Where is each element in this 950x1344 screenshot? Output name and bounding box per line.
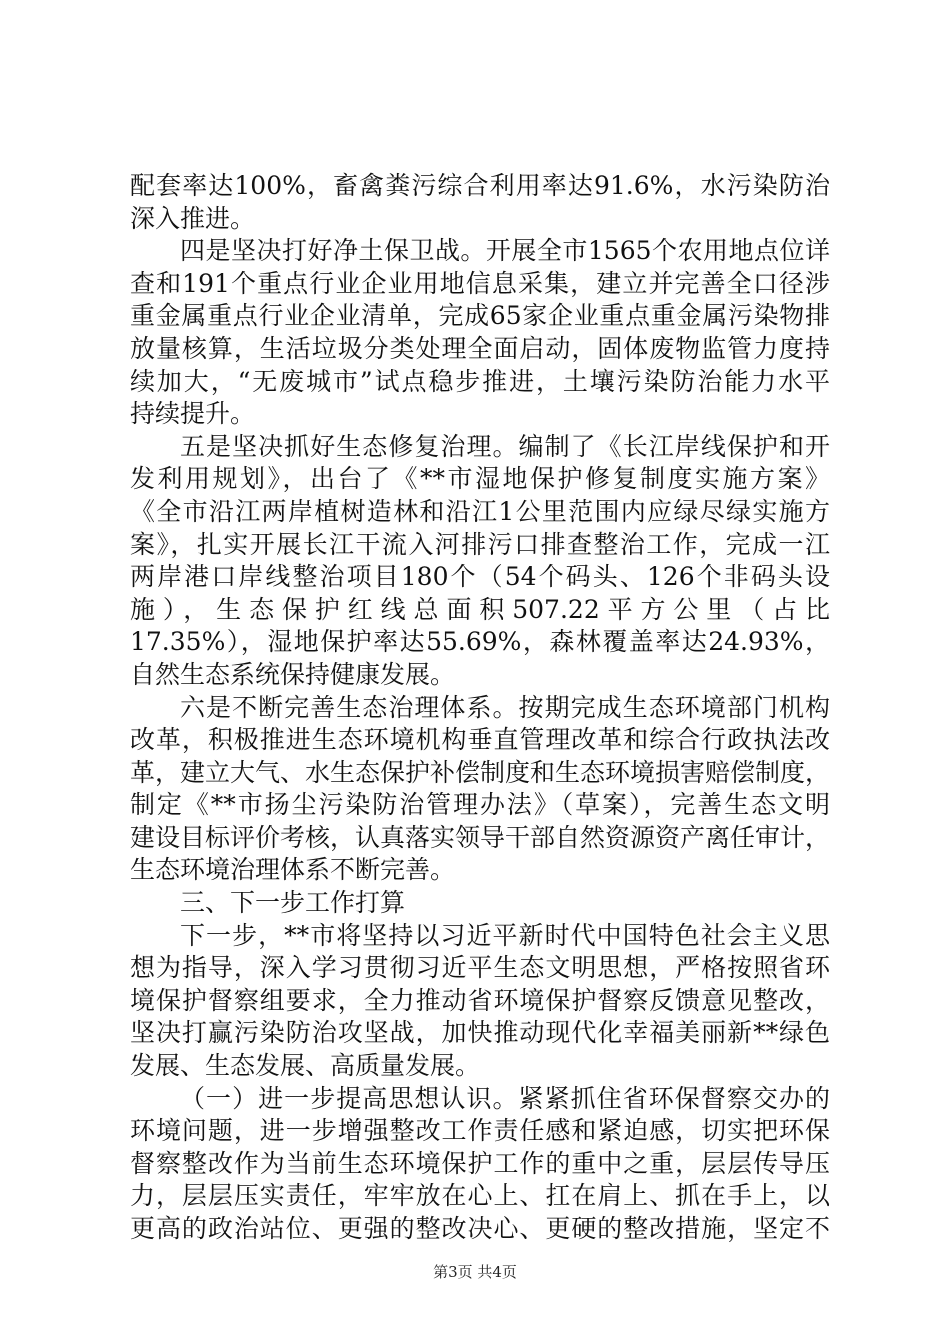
text-line: 五是坚决抓好生态修复治理。编制了《长江岸线保护和开 — [180, 431, 830, 461]
text-line: 17.35%），湿地保护率达55.69%，森林覆盖率达24.93%， — [130, 627, 830, 657]
text-line: 持续提升。 — [130, 399, 256, 429]
text-line: 生态环境治理体系不断完善。 — [130, 855, 456, 885]
text-line: 发展、生态发展、高质量发展。 — [130, 1051, 481, 1081]
text-line: 续加大，“无废城市”试点稳步推进，土壤污染防治能力水平 — [130, 366, 830, 396]
text-line: 想为指导，深入学习贯彻习近平生态文明思想，严格按照省环 — [130, 953, 830, 983]
text-line: 四是坚决打好净土保卫战。开展全市1565个农用地点位详 — [180, 236, 830, 266]
text-line: 改革，积极推进生态环境机构垂直管理改革和综合行政执法改 — [130, 725, 830, 755]
text-line: 配套率达100%，畜禽粪污综合利用率达91.6%，水污染防治 — [130, 171, 830, 200]
text-line: 三、下一步工作打算 — [180, 888, 406, 918]
text-line: 《全市沿江两岸植树造林和沿江1公里范围内应绿尽绿实施方 — [130, 496, 830, 526]
text-line: 建设目标评价考核，认真落实领导干部自然资源资产离任审计， — [130, 822, 830, 852]
text-line: 自然生态系统保持健康发展。 — [130, 659, 456, 689]
text-line: 重金属重点行业企业清单，完成65家企业重点重金属污染物排 — [130, 301, 830, 331]
text-line: 查和191个重点行业企业用地信息采集，建立并完善全口径涉 — [130, 268, 830, 298]
text-line: 深入推进。 — [130, 203, 256, 233]
text-line: 下一步，**市将坚持以习近平新时代中国特色社会主义思 — [180, 920, 830, 950]
text-line: 制定《**市扬尘污染防治管理办法》（草案），完善生态文明 — [130, 790, 830, 820]
text-line: 六是不断完善生态治理体系。按期完成生态环境部门机构 — [180, 692, 830, 722]
text-line: 更高的政治站位、更强的整改决心、更硬的整改措施，坚定不 — [130, 1214, 830, 1243]
text-line: 坚决打赢污染防治攻坚战，加快推动现代化幸福美丽新**绿色 — [130, 1018, 830, 1048]
text-line: 力，层层压实责任，牢牢放在心上、扛在肩上、抓在手上，以 — [130, 1181, 830, 1211]
text-line: 施），生态保护红线总面积507.22平方公里（占比 — [130, 594, 830, 624]
text-line: 案》，扎实开展长江干流入河排污口排查整治工作，完成一江 — [130, 529, 830, 559]
text-line: 革，建立大气、水生态保护补偿制度和生态环境损害赔偿制度， — [130, 757, 830, 787]
text-line: 环境问题，进一步增强整改工作责任感和紧迫感，切实把环保 — [130, 1116, 830, 1146]
document-body — [130, 170, 830, 1246]
text-line: 境保护督察组要求，全力推动省环境保护督察反馈意见整改， — [130, 985, 830, 1015]
text-line: 发利用规划》，出台了《**市湿地保护修复制度实施方案》 — [130, 464, 830, 494]
text-line: （一）进一步提高思想认识。紧紧抓住省环保督察交办的 — [180, 1083, 830, 1113]
text-line: 督察整改作为当前生态环境保护工作的重中之重，层层传导压 — [130, 1148, 830, 1178]
text-line: 放量核算，生活垃圾分类处理全面启动，固体废物监管力度持 — [130, 333, 830, 363]
page-footer: 第3页 共4页 — [433, 1263, 517, 1281]
text-line: 两岸港口岸线整治项目180个（54个码头、126个非码头设 — [130, 562, 830, 592]
